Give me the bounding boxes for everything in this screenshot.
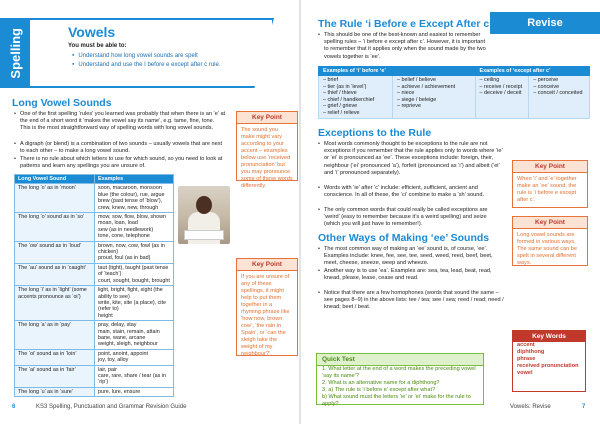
page-number-right: 7 (582, 404, 586, 410)
table-row (15, 365, 174, 387)
section-title-exceptions: Exceptions to the Rule (318, 127, 432, 139)
ie-header: Examples of ‘i’ before ‘e’ (319, 67, 476, 76)
key-point-title: Key Point (513, 161, 587, 173)
example-word: – grief / grieve (323, 103, 358, 110)
example-word: – siege / beleige (397, 96, 437, 103)
revise-tab: Revise (490, 12, 600, 34)
examples-cell: pray, delay, stay main, stain, remain, attain bane, wane, arcane weight, sleigh, neighbour (95, 321, 174, 350)
vowel-sound-cell: The long ‘o’ as in ‘moon’ (15, 184, 95, 213)
quick-test-item: b) What sound must the letters ‘ie’ or ‘ei’ make for the rule to apply? (322, 394, 471, 407)
examples-cell: taut (tight), taught (past tense of ‘teach’) court, sought, bought, brought (95, 263, 174, 285)
ei-header: Examples of ‘except after c’ (475, 67, 589, 76)
example-word: – thief / thieve (323, 90, 357, 97)
bullet-item: • One of the first spelling ‘rules’ you learned was probably that when there is an ‘e’ at the end of a short word it ‘makes the vowel say its name’, e.g. tame, fine, tone. This is the most straightforward way of spelling words with long vowel sounds. (14, 111, 226, 133)
key-point-title: Key Point (513, 217, 587, 229)
example-word: – reprieve (397, 103, 421, 110)
key-point-text: The sound you make might vary according to your accent – examples below use ‘received pronunciation’ but you may pronounce some of these words differently. (241, 127, 293, 189)
quick-test-item: 1. What letter at the end of a word makes the preceding vowel ‘say its name’? (322, 366, 476, 379)
vowel-sound-cell: The long ‘o’ sound as in ‘so’ (15, 213, 95, 242)
ei-column (475, 76, 529, 119)
ie-column (393, 76, 476, 119)
key-word: received pronunciation (517, 363, 579, 369)
examples-cell: mow, sow, flow, blow, shown moan, loan, load sew (as in needlework) tone, cone, telephone (95, 213, 174, 242)
example-word: – tier (as in ‘level’) (323, 83, 367, 90)
key-point-box (512, 216, 588, 266)
table-row (15, 286, 174, 321)
examples-cell: brown, now, cow, fowl (as in chicken) proud, foul (as in bad) (95, 241, 174, 263)
bullet-item: • There is no rule about which letters to use for which sound, so you need to look at patterns and learn any spellings you are unsure of. (14, 156, 226, 170)
example-word: – chief / handkerchief (323, 96, 375, 103)
key-point-box (512, 160, 588, 208)
example-word: – belief / believe (397, 77, 436, 83)
table-row (15, 263, 174, 285)
table-header: Examples (95, 175, 174, 184)
key-words-title: Key Words (513, 331, 585, 342)
key-point-box (236, 258, 298, 356)
ei-column (529, 76, 590, 119)
key-word: vowel (517, 370, 533, 376)
vowel-sound-cell: The ‘au’ sound as in ‘caught’ (15, 263, 95, 285)
bullet-item: • The only common words that could really be called exceptions are ‘weird’ (easy to remember because it’s a weird spelling) and seize (which you will just have to remember!). (318, 207, 504, 229)
example-word: – niece (397, 90, 415, 97)
topic-title: Vowels (68, 24, 116, 40)
quick-test-box (316, 353, 484, 405)
key-word: diphthong (517, 349, 545, 355)
examples-cell: soon, macaroon, monsoon blue (the colour), rue, argue brew (past tense of ‘blow’), crew, knew, new, through (95, 184, 174, 213)
bullet-item: • This should be one of the best-known and easiest to remember spelling rules – ‘i before e except after c’. However, it is important to remember that it applies only when the sound made by the two vowels together is ‘ee’. (318, 32, 488, 61)
example-word: – conceit / conceited (533, 90, 583, 97)
bullet-item: • Another way is to use ‘ea’. Examples are: sea, tea, lead, beat, read, knead, please, lease, cease and read. (318, 268, 504, 282)
bullet-item: • Most words commonly thought to be exceptions to the rule are not exceptions if you remember that the rule applies only to words where ‘ie’ or ‘ei’ is pronounced as ‘ee’. These exceptions include: foreign, their, neighbour (‘ei’ pronounced ‘a’), forfeit (pronounced as ‘i’) and albeit (‘ei’ and ‘i’ pronounced separately). (318, 141, 504, 177)
examples-cell: point, anoint, appoint joy, toy, alloy (95, 349, 174, 365)
quick-test-item: 3. a) The rule is ‘i before e’ except after what? (322, 387, 436, 393)
rule-title: The Rule ‘i Before e Except After c’ (318, 18, 493, 30)
page-number-left: 6 (12, 404, 16, 410)
must-label: You must be able to: (68, 43, 127, 49)
example-word: – brief (323, 77, 338, 83)
example-word: – relief / relieve (323, 109, 360, 116)
quick-test-item: 2. What is an alternative name for a diphthong? (322, 380, 440, 386)
ie-column (319, 76, 393, 119)
example-word: – achieve / achievement (397, 83, 456, 90)
bullet-item: • Notice that there are a few homophones (words that sound the same – see pages 8–9) in the above lists: tee / tea; see / sea; reed / read; need / knead; beet / beat. (318, 290, 504, 312)
key-words-box (512, 330, 586, 392)
example-word: – deceive / deceit (479, 90, 522, 97)
table-header: Long Vowel Sound (15, 175, 95, 184)
section-title-other-ways: Other Ways of Making ‘ee’ Sounds (318, 232, 490, 244)
key-point-text: Long vowel sounds are formed in various ways. The same sound can be spelt in several different ways. (517, 232, 578, 266)
examples-cell: pure, lure, ensure (95, 387, 174, 396)
example-word: – ceiling (479, 77, 500, 83)
bullet-item: • The most common way of making an ‘ee’ sound is, of course, ‘ee’. Examples include: knee, fee, see, tee, seed, weed, reed, beef, beet, meet, cheese, sneeze, weep and wheeze. (318, 246, 504, 268)
objective-item: ● Understand how long vowel sounds are spelt (72, 52, 198, 59)
key-point-title: Key Point (237, 112, 297, 124)
key-point-title: Key Point (237, 259, 297, 271)
example-word: – conceive (533, 83, 560, 90)
vowel-sound-cell: The long ‘u’ as in ‘sure’ (15, 387, 95, 396)
example-word: – receive / receipt (479, 83, 523, 90)
table-row (15, 349, 174, 365)
ie-ei-examples-table (318, 66, 590, 119)
vowel-sound-cell: The long ‘i’ as in ‘light’ (some accents pronounce as ‘oi’) (15, 286, 95, 321)
vowel-sound-cell: The ‘ai’ sound as in ‘fair’ (15, 365, 95, 387)
footer-section-title: Vowels: Revise (510, 404, 551, 410)
section-title-long-vowels: Long Vowel Sounds (12, 97, 112, 109)
bullet-item: • Words with ‘ie’ after ‘c’ include: efficient, sufficient, ancient and conscience. In all of these, the ‘ci’ combine to make a ‘sh’ sound. (318, 185, 504, 199)
example-word: – perceive (533, 77, 559, 83)
examples-cell: light, bright, fight, sight (the ability to see) write, kite, site (a place), cite (refer to) height (95, 286, 174, 321)
table-row (15, 184, 174, 213)
key-point-text: If you are unsure of any of these spellings, it might help to put them together in a rhyming phrase like ‘how now, brown cow’, ‘the rain in Spain’, or ‘can the sleigh take the weight of my neighbour?’. (241, 274, 290, 357)
vowel-sound-cell: The long ‘a’ as in ‘pay’ (15, 321, 95, 350)
key-word: accent (517, 342, 535, 348)
examples-cell: lair, pair care, rare, share / tear (as in ‘rip’) (95, 365, 174, 387)
bullet-item: • A digraph (or blend) is a combination of two sounds – usually vowels that are next to each other – to make a long vowel sound. (14, 141, 226, 155)
page-fold (299, 0, 301, 424)
footer-book-title: KS3 Spelling, Punctuation and Grammar Revision Guide (36, 404, 187, 410)
table-row (15, 213, 174, 242)
vowel-sound-cell: The ‘ow’ sound as in ‘loud’ (15, 241, 95, 263)
table-row (15, 387, 174, 396)
key-point-text: When ‘i’ and ‘e’ together make an ‘ee’ sound, the rule is ‘i before e except after c’. (517, 176, 577, 203)
quick-test-title: Quick Test (317, 354, 483, 366)
key-word: phrase (517, 356, 536, 362)
vowel-sound-cell: The ‘oi’ sound as in ‘loin’ (15, 349, 95, 365)
objective-item: ● Understand and use the I before e except after c rule. (72, 61, 221, 68)
student-reading-photo (178, 186, 230, 244)
table-row (15, 241, 174, 263)
long-vowel-table (14, 174, 174, 397)
spelling-side-tab: Spelling (0, 18, 30, 88)
table-row (15, 321, 174, 350)
key-point-box (236, 111, 298, 189)
